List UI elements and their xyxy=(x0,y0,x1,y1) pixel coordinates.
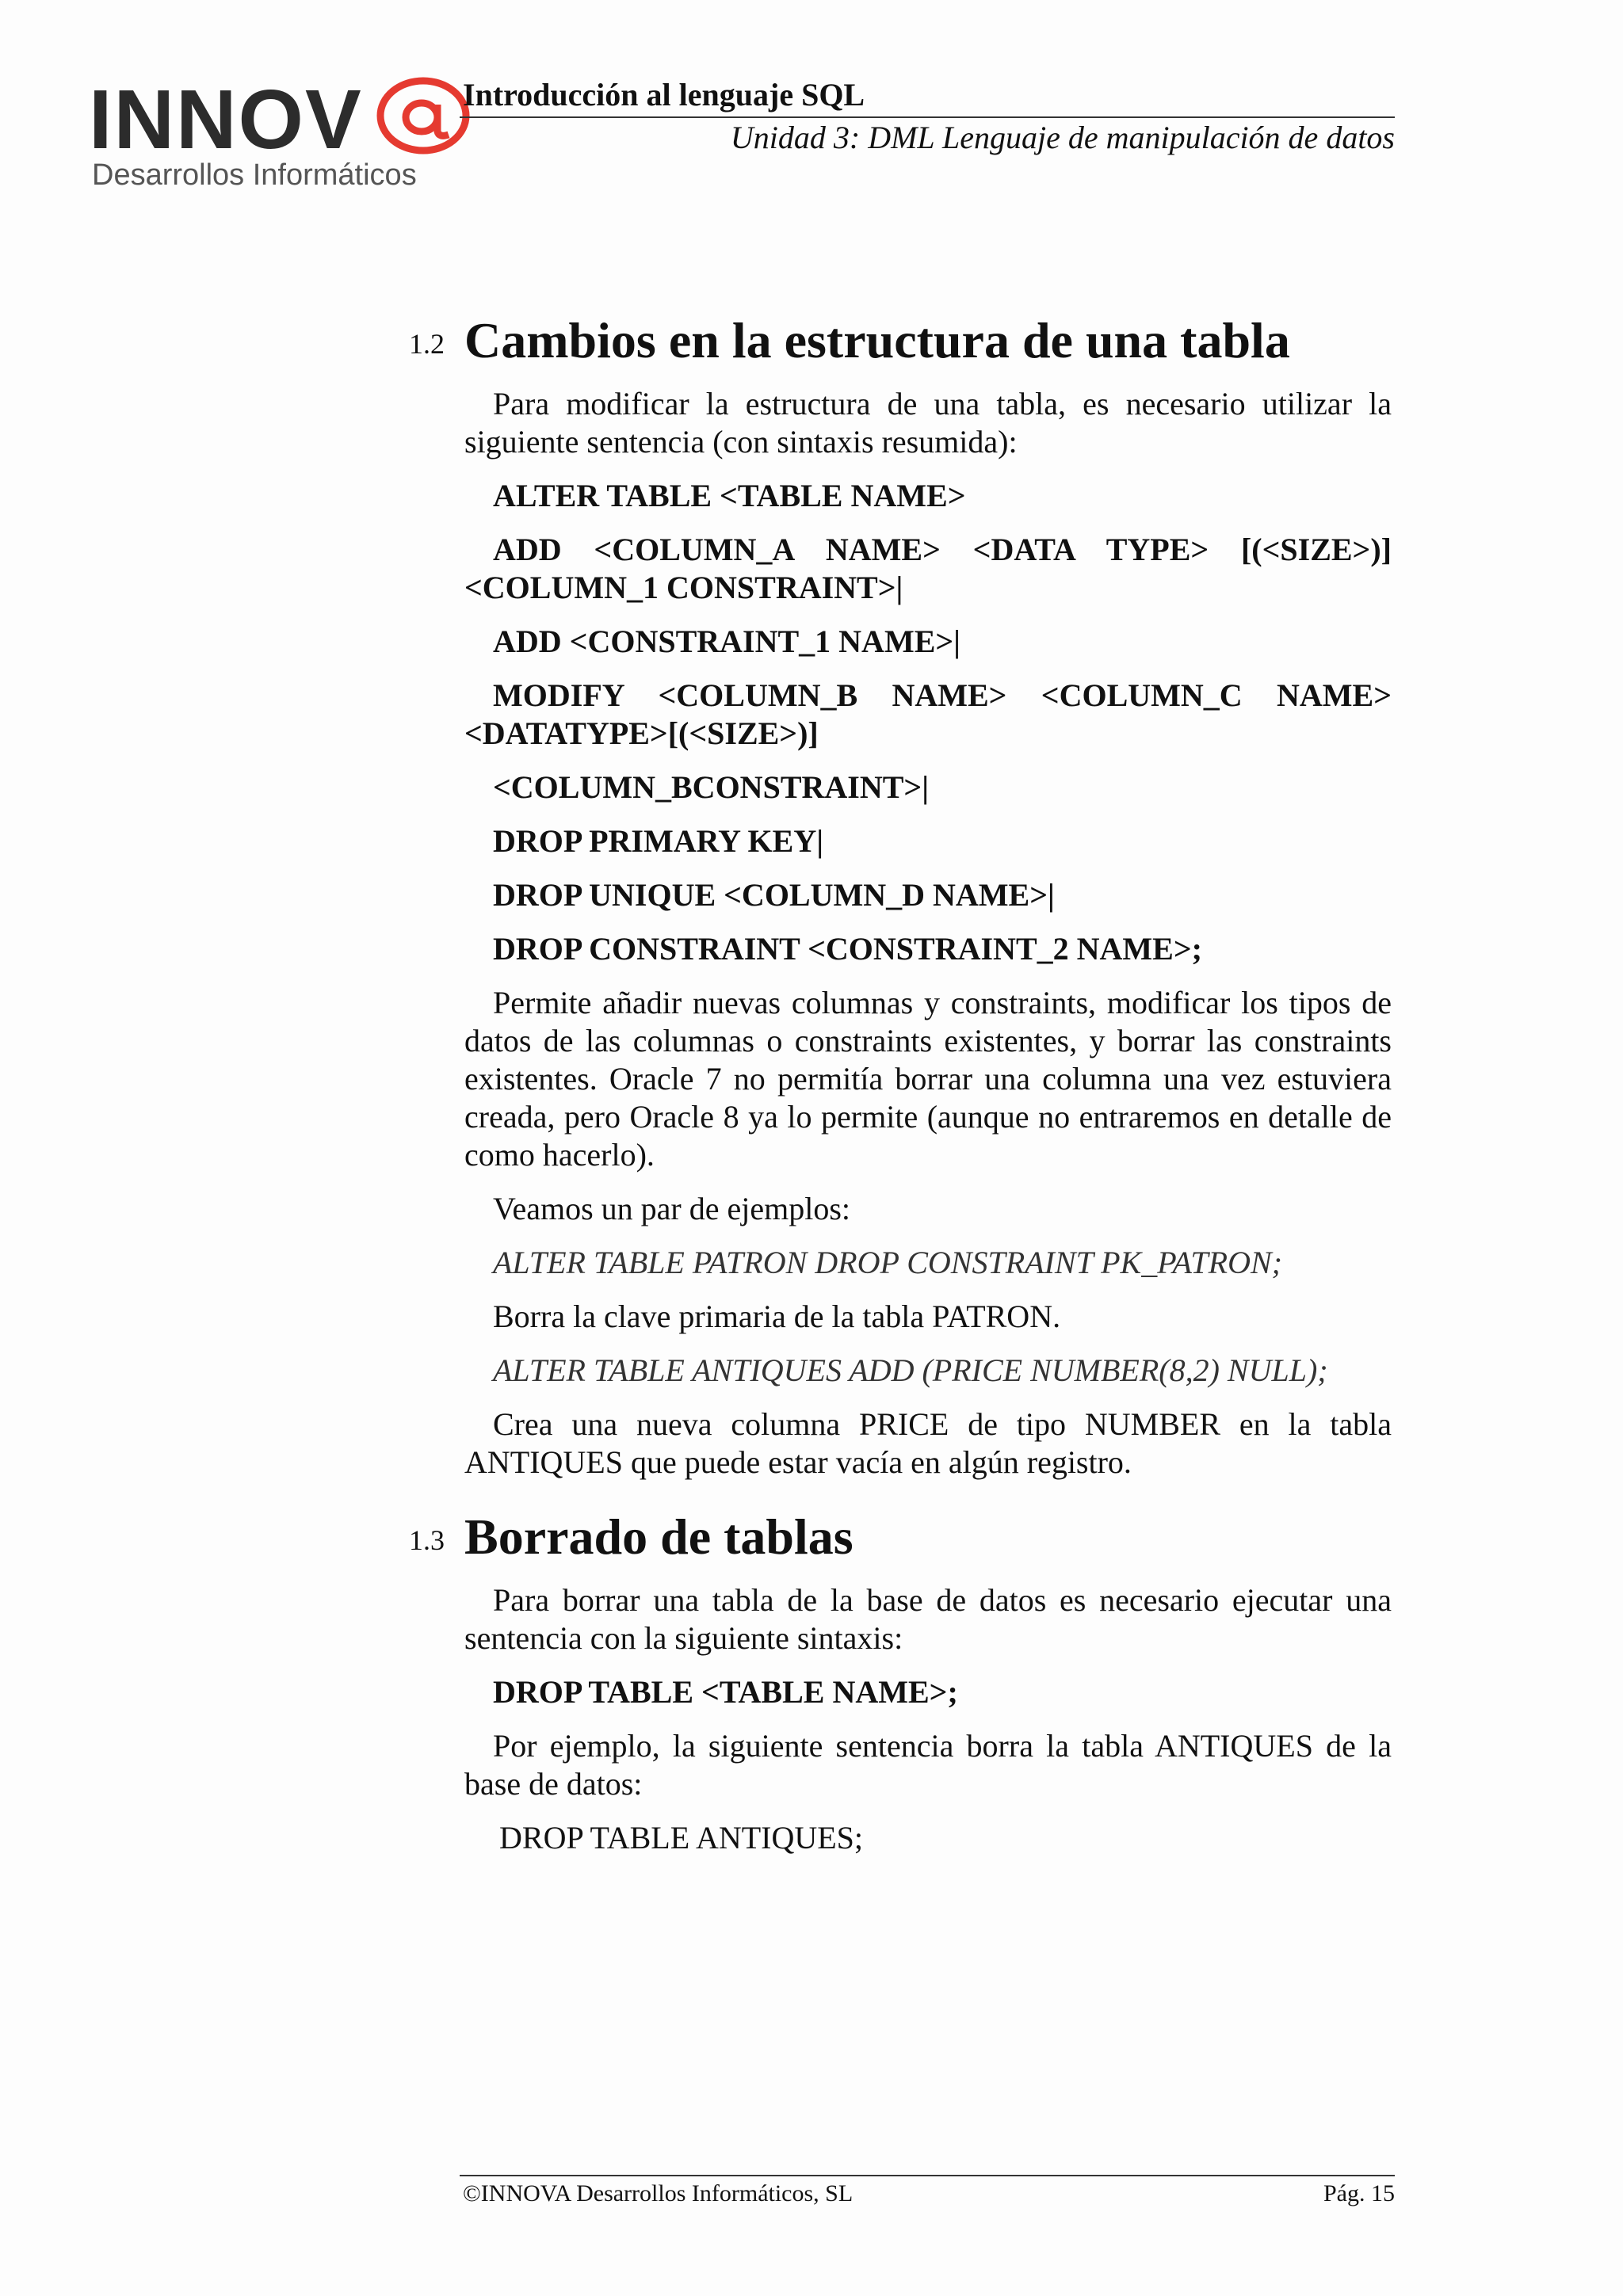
example-statement: ALTER TABLE PATRON DROP CONSTRAINT PK_PATRON; xyxy=(493,1245,1282,1280)
syntax-line: MODIFY <COLUMN_B NAME> <COLUMN_C NAME> <DATATYPE>[(<SIZE>)] xyxy=(464,677,1392,751)
paragraph: Veamos un par de ejemplos: xyxy=(493,1191,850,1226)
header-subtitle: Unidad 3: DML Lenguaje de manipulación de datos xyxy=(730,120,1395,155)
syntax-line: DROP CONSTRAINT <CONSTRAINT_2 NAME>; xyxy=(493,931,1202,967)
page-number: Pág. 15 xyxy=(1323,2180,1395,2206)
company-logo xyxy=(89,73,461,195)
syntax-line: DROP UNIQUE <COLUMN_D NAME>| xyxy=(493,877,1055,913)
section-title: Borrado de tablas xyxy=(464,1508,854,1565)
syntax-line: <COLUMN_BCONSTRAINT>| xyxy=(493,769,929,805)
page-content xyxy=(409,301,1392,1873)
syntax-line: ALTER TABLE <TABLE NAME> xyxy=(493,478,966,513)
logo-at-symbol xyxy=(376,76,471,155)
header-divider xyxy=(460,116,1395,118)
section-number: 1.2 xyxy=(409,328,445,360)
section-heading xyxy=(409,301,1392,380)
paragraph: Crea una nueva columna PRICE de tipo NUMBER en la tabla ANTIQUES que puede estar vacía en algún registro. xyxy=(464,1406,1392,1480)
section-heading xyxy=(409,1497,1392,1577)
paragraph: Para borrar una tabla de la base de datos es necesario ejecutar una sentencia con la siguiente sintaxis: xyxy=(464,1582,1392,1656)
syntax-line: DROP TABLE <TABLE NAME>; xyxy=(493,1674,958,1710)
paragraph: Por ejemplo, la siguiente sentencia borra la tabla ANTIQUES de la base de datos: xyxy=(464,1728,1392,1802)
paragraph: Permite añadir nuevas columnas y constraints, modificar los tipos de datos de las columnas o constraints existentes, y borrar las constraints existentes. Oracle 7 no permitía borrar una columna una vez estuviera creada, pero Oracle 8 ya lo permite (aunque no entraremos en detalle de como hacerlo). xyxy=(464,985,1392,1173)
header-title: Introducción al lenguaje SQL xyxy=(463,77,865,113)
example-statement: DROP TABLE ANTIQUES; xyxy=(499,1820,864,1855)
paragraph: Para modificar la estructura de una tabla, es necesario utilizar la siguiente sentencia (con sintaxis resumida): xyxy=(464,386,1392,460)
logo-subtitle: Desarrollos Informáticos xyxy=(92,158,417,192)
section-title: Cambios en la estructura de una tabla xyxy=(464,312,1290,368)
paragraph: Borra la clave primaria de la tabla PATRON. xyxy=(493,1299,1061,1334)
syntax-line: DROP PRIMARY KEY| xyxy=(493,823,824,859)
syntax-line: ADD <COLUMN_A NAME> <DATA TYPE> [(<SIZE>)] <COLUMN_1 CONSTRAINT>| xyxy=(464,532,1392,605)
logo-wordmark: INNOV xyxy=(89,73,363,166)
example-statement: ALTER TABLE ANTIQUES ADD (PRICE NUMBER(8,2) NULL); xyxy=(493,1352,1328,1388)
footer-copyright: ©INNOVA Desarrollos Informáticos, SL xyxy=(463,2180,854,2206)
section-number: 1.3 xyxy=(409,1524,445,1556)
syntax-line: ADD <CONSTRAINT_1 NAME>| xyxy=(493,624,960,659)
footer-divider xyxy=(460,2175,1395,2176)
